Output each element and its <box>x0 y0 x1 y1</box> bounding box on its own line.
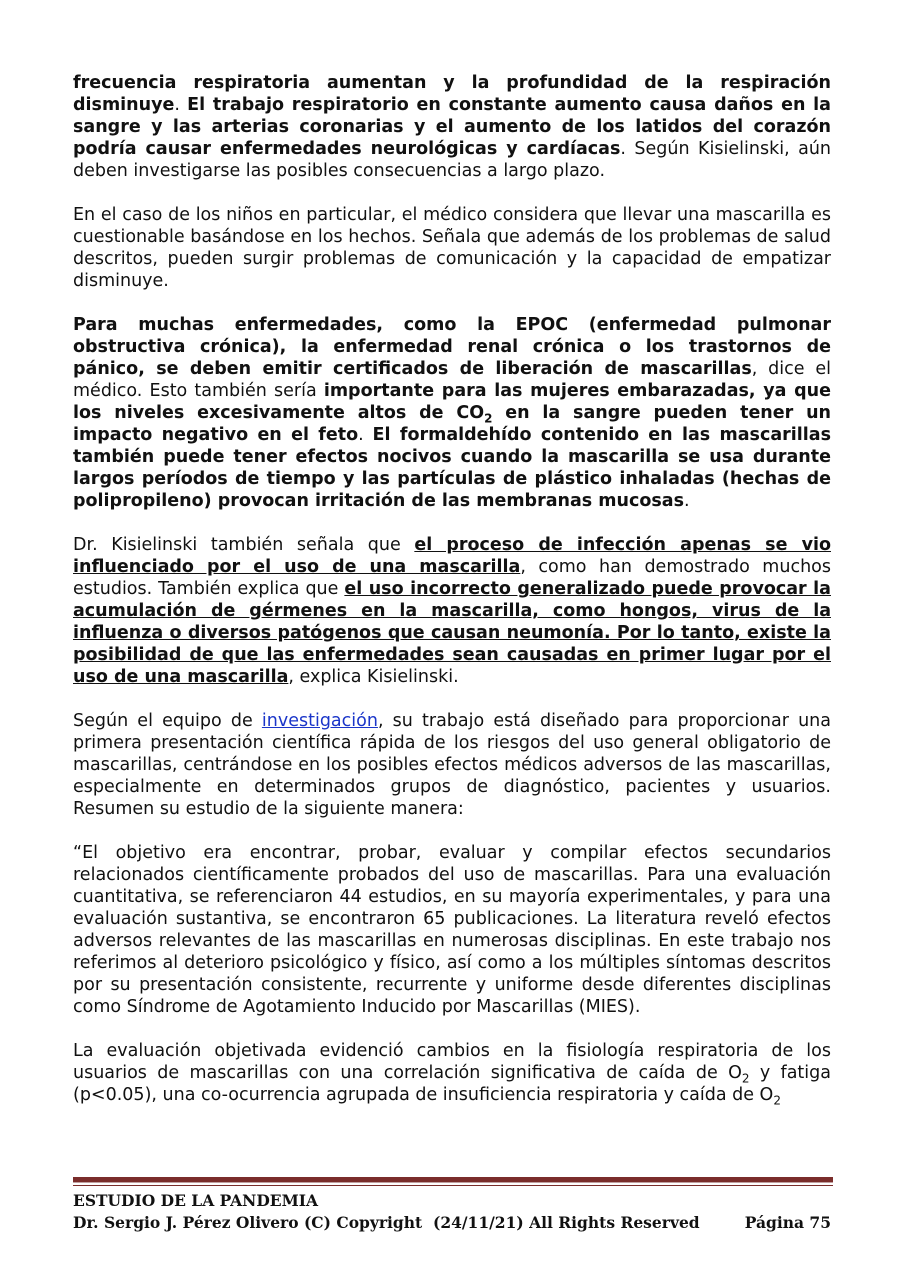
footer-title: ESTUDIO DE LA PANDEMIA <box>73 1191 319 1210</box>
paragraph-7: La evaluación objetivada evidenció cambios en la fisiología respiratoria de los usuarios de mascarillas con una correlación significativa de caída de $O_2$ y fatiga (p<0.05), una co-ocurrencia agrupada de insuficiencia respiratoria y caída de $O_2$ <box>73 1041 831 1108</box>
paragraph-2: En el caso de los niños en particular, el médico considera que llevar una mascarilla es cuestionable basándose en los hechos. Señala que además de los problemas de salud descritos, pueden surgir problemas de comunicación y la capacidad de empatizar disminuye. <box>73 205 831 291</box>
text: , dice el médico. Esto también sería <box>73 359 831 401</box>
text: Dr. Kisielinski también señala que <box>73 535 415 555</box>
bold-text: Para muchas enfermedades, como la EPOC (enfermedad pulmonar obstructiva crónica), la enfermedad renal crónica o los trastornos de pánico, se deben emitir certificados de liberación de mascarillas <box>73 315 831 379</box>
text: . <box>684 491 690 511</box>
footer-divider <box>73 1177 833 1183</box>
underlined-bold-text: el uso incorrecto generalizado puede provocar la acumulación de gérmenes en la mascarilla, como hongos, virus de la influenza o diversos patógenos que causan neumonía. Por lo tanto, existe la posibilidad de que las enfermedades sean causadas en primer lugar por el uso de una mascarilla <box>73 579 831 687</box>
bold-text: El formaldehído contenido en las mascarillas también puede tener efectos nocivos cuando la mascarilla se usa durante largos períodos de tiempo y las partículas de plástico inhaladas (hechas de polipropileno) provocan irritación de las membranas mucosas <box>73 425 831 511</box>
text: . <box>174 95 188 115</box>
bold-text: frecuencia respiratoria aumentan y la profundidad de la respiración disminuye <box>73 73 831 115</box>
paragraph-3 <box>73 314 831 512</box>
text: . <box>358 425 373 445</box>
page-number: Página 75 <box>744 1213 831 1232</box>
investigation-link[interactable]: investigación <box>261 711 378 731</box>
document-body <box>73 72 831 1128</box>
text: Según el equipo de <box>73 711 262 731</box>
page-footer <box>73 1190 831 1234</box>
paragraph-5 <box>73 710 831 820</box>
bold-text: El trabajo respiratorio en constante aumento causa daños en la sangre y las arterias coronarias y el aumento de los latidos del corazón podría causar enfermedades neurológicas y cardíacas <box>73 95 831 159</box>
text: , su trabajo está diseñado para proporcionar una primera presentación científica rápida de los riesgos del uso general obligatorio de mascarillas, centrándose en los posibles efectos médicos adversos de las mascarillas, especialmente en determinados grupos de diagnóstico, pacientes y usuarios. Resumen su estudio de la siguiente manera: <box>73 711 831 819</box>
paragraph-4 <box>73 534 831 688</box>
underlined-bold-text: el proceso de infección apenas se vio influenciado por el uso de una mascarilla <box>73 535 831 577</box>
bold-text: importante para las mujeres embarazadas, ya que los niveles excesivamente altos de $CO_2$ en la sangre pueden tener un impacto negativo en el feto <box>73 381 832 445</box>
text: , explica Kisielinski. <box>288 667 459 687</box>
footer-divider-thin <box>73 1185 833 1186</box>
footer-line <box>73 1212 831 1234</box>
text: . Según Kisielinski, aún deben investigarse las posibles consecuencias a largo plazo. <box>73 139 832 181</box>
footer-copyright: Dr. Sergio J. Pérez Olivero (C) Copyright (24/11/21) All Rights Reserved <box>73 1213 700 1232</box>
paragraph-1 <box>73 72 831 182</box>
text: , como han demostrado muchos estudios. También explica que <box>73 557 831 599</box>
paragraph-6: “El objetivo era encontrar, probar, evaluar y compilar efectos secundarios relacionados científicamente probados del uso de mascarillas. Para una evaluación cuantitativa, se referenciaron 44 estudios, en su mayoría experimentales, y para una evaluación sustantiva, se encontraron 65 publicaciones. La literatura reveló efectos adversos relevantes de las mascarillas en numerosas disciplinas. En este trabajo nos referimos al deterioro psicológico y físico, así como a los múltiples síntomas descritos por su presentación consistente, recurrente y uniforme desde diferentes disciplinas como Síndrome de Agotamiento Inducido por Mascarillas (MIES). <box>73 843 831 1017</box>
